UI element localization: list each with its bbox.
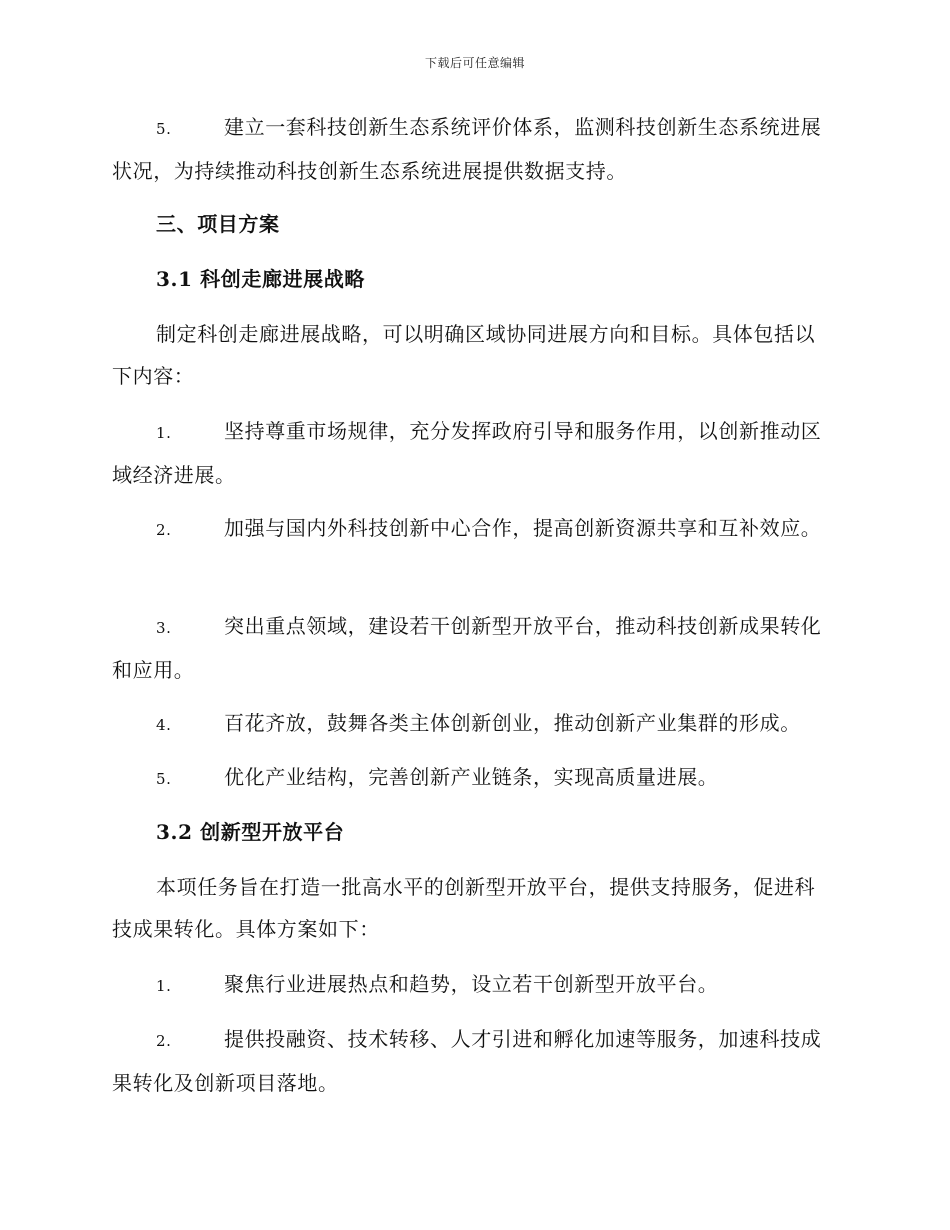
list-text: 建立一套科技创新生态系统评价体系，监测科技创新生态系统进展状况，为持续推动科技创新生态系统进展提供数据支持。 xyxy=(112,115,822,183)
list-item-ecosystem-evaluation xyxy=(112,106,832,192)
list-number: 2. xyxy=(156,521,172,539)
list-text: 优化产业结构，完善创新产业链条，实现高质量进展。 xyxy=(224,765,719,789)
list-text: 坚持尊重市场规律，充分发挥政府引导和服务作用，以创新推动区域经济进展。 xyxy=(112,419,822,487)
list-item xyxy=(112,756,832,800)
subsection-title-platform: 3.2 创新型开放平台 xyxy=(156,820,345,844)
list-item xyxy=(112,963,832,1007)
paragraph-platform-intro: 本项任务旨在打造一批高水平的创新型开放平台，提供支持服务，促进科技成果转化。具体方案如下： xyxy=(112,875,816,941)
list-item xyxy=(112,410,832,496)
list-item xyxy=(112,605,832,691)
list-item xyxy=(112,702,832,746)
list-item xyxy=(112,507,832,551)
paragraph-strategy-intro: 制定科创走廊进展战略，可以明确区域协同进展方向和目标。具体包括以下内容： xyxy=(112,322,816,388)
list-number: 3. xyxy=(156,619,172,637)
subsection-title-strategy: 3.1 科创走廊进展战略 xyxy=(156,267,365,291)
list-text: 提供投融资、技术转移、人才引进和孵化加速等服务，加速科技成果转化及创新项目落地。 xyxy=(112,1027,822,1095)
header-note: 下载后可任意编辑 xyxy=(424,56,525,70)
list-number: 1. xyxy=(156,424,172,442)
list-number: 5. xyxy=(156,770,172,788)
list-text: 聚焦行业进展热点和趋势，设立若干创新型开放平台。 xyxy=(224,972,719,996)
list-number: 1. xyxy=(156,977,172,995)
list-text: 加强与国内外科技创新中心合作，提高创新资源共享和互补效应。 xyxy=(224,516,822,540)
list-number: 4. xyxy=(156,716,172,734)
list-number: 5. xyxy=(156,120,172,138)
list-text: 突出重点领域，建设若干创新型开放平台，推动科技创新成果转化和应用。 xyxy=(112,614,822,682)
list-number: 2. xyxy=(156,1032,172,1050)
section-title: 三、项目方案 xyxy=(156,212,280,236)
list-text: 百花齐放，鼓舞各类主体创新创业，推动创新产业集群的形成。 xyxy=(224,711,801,735)
list-item xyxy=(112,1018,832,1104)
